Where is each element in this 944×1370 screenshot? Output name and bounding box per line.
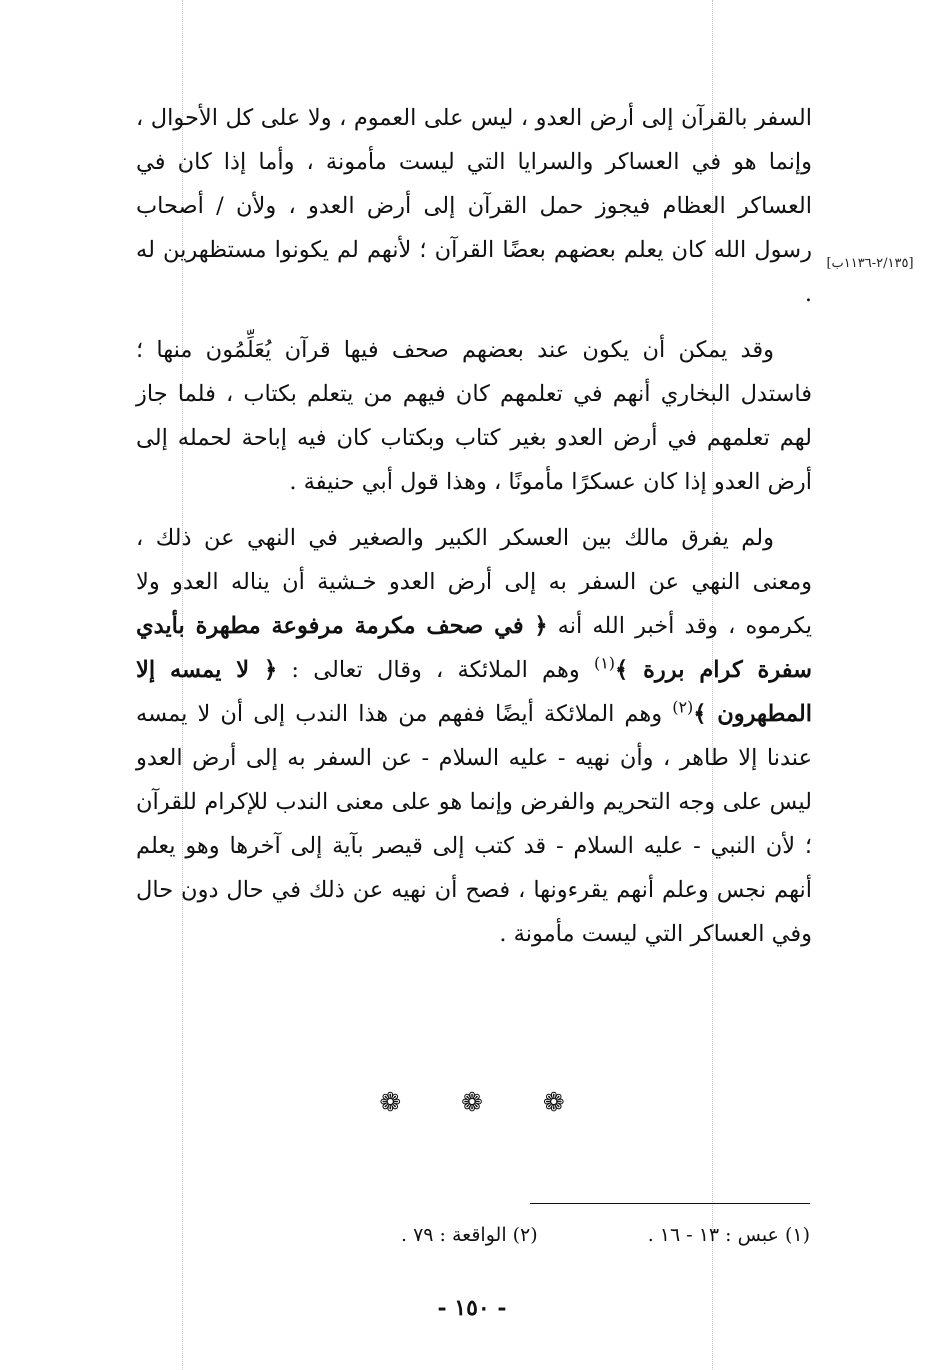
page-number: - ١٥٠ -	[437, 1295, 507, 1321]
paragraph-3	[136, 516, 812, 956]
footnote-2: (٢) الواقعة : ٧٩ .	[401, 1224, 538, 1246]
paragraph-2	[136, 328, 812, 504]
footnotes	[134, 1218, 810, 1252]
footnote-reference[interactable]: (٢)	[672, 697, 694, 717]
paragraph-1	[136, 96, 812, 316]
text-segment: وهم الملائكة أيضًا ففهم من هذا الندب إلى أن لا يمسه عندنا إلا طاهر ، وأن نهيه - عليه السلام - عن السفر به إلى أرض العدو ليس على وجه التحريم والفرض وإنما هو على معنى الندب للإكرام للقرآن ؛ لأن النبي - عليه السلام - قد كتب إلى قيصر بآية إلى آخرها وهو يعلم أنهم نجس وعلم أنهم يقرءونها ، فصح أن نهيه عن ذلك في حال دون حال وفي العساكر التي ليست مأمونة .	[136, 701, 812, 947]
quran-verse: ﴿ لا يمسه إلا المطهرون ﴾	[136, 657, 812, 727]
footnote-reference[interactable]: (١)	[593, 653, 616, 673]
section-divider-ornaments	[0, 1085, 944, 1121]
text-segment: السفر بالقرآن إلى أرض العدو ، ليس على العموم ، ولا على كل الأحوال ، وإنما هو في العساكر والسرايا التي ليست مأمونة ، وأما إذا كان في العساكر العظام فيجوز حمل القرآن إلى أرض العدو ، ولأن / أصحاب رسول الله كان يعلم بعضهم بعضًا القرآن ؛ لأنهم لم يكونوا مستظهرين له .	[136, 105, 812, 307]
footnote-1: (١) عبس : ١٣ - ١٦ .	[647, 1224, 810, 1246]
quran-verse: ﴿ في صحف مكرمة مرفوعة مطهرة بأيدي سفرة كرام بررة ﴾	[136, 613, 812, 683]
flower-ornament-icon: ❁	[542, 1088, 565, 1118]
text-segment: وقد يمكن أن يكون عند بعضهم صحف فيها قرآن يُعَلِّمُون منها ؛ فاستدل البخاري أنهم في تعلمهم كان فيهم من يتعلم بكتاب ، فلما جاز لهم تعلمهم في أرض العدو بغير كتاب وبكتاب كان فيه إباحة لحمله إلى أرض العدو إذا كان عسكرًا مأمونًا ، وهذا قول أبي حنيفة .	[136, 337, 812, 495]
text-segment: ولم يفرق مالك بين العسكر الكبير والصغير في النهي عن ذلك ، ومعنى النهي عن السفر به إلى أرض العدو خـشية أن يناله العدو ولا يكرموه ، وقد أخبر الله أنه	[136, 525, 813, 639]
text-segment: وهم الملائكة ، وقال تعالى :	[277, 657, 594, 683]
flower-ornament-icon: ❁	[379, 1088, 402, 1118]
main-text	[136, 96, 812, 968]
flower-ornament-icon: ❁	[461, 1088, 483, 1118]
margin-manuscript-reference: [٢/١٣٥-١١٣٦ب]	[826, 256, 914, 271]
footnote-separator	[530, 1203, 810, 1204]
